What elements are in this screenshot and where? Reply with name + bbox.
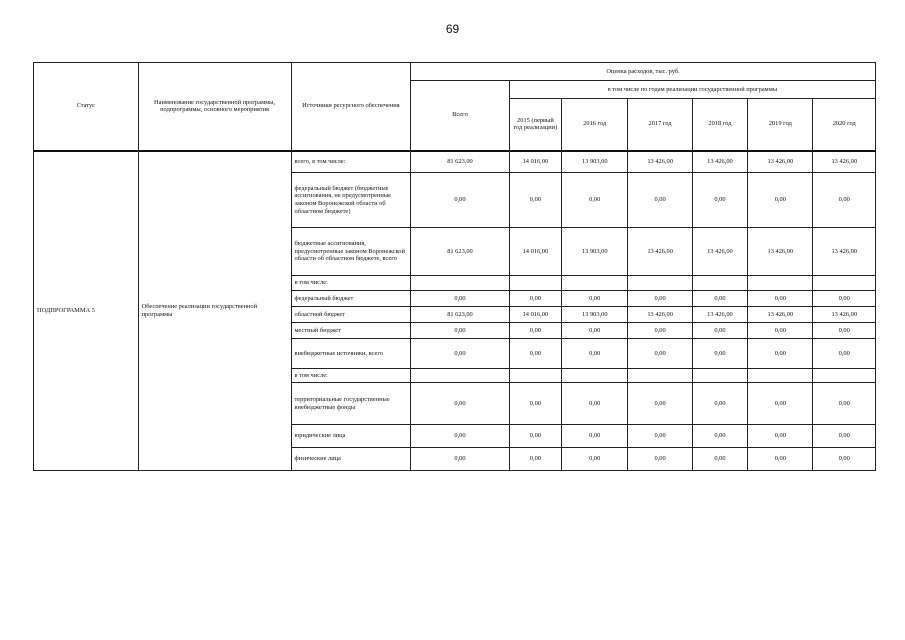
header-year-2015: 2015 (первый год реализации) (509, 99, 561, 151)
value-2018: 0,00 (692, 425, 747, 448)
value-2015: 0,00 (509, 425, 561, 448)
value-2015: 14 016,00 (509, 151, 561, 173)
value-2018: 0,00 (692, 383, 747, 425)
value-2016 (562, 276, 628, 291)
value-2015: 0,00 (509, 173, 561, 228)
header-year-2020: 2020 год (813, 99, 876, 151)
header-estimate: Оценка расходов, тыс. руб. (411, 63, 876, 81)
value-2020: 0,00 (813, 448, 876, 471)
value-2020 (813, 369, 876, 383)
header-name: Наименование государственной программы, подпрограммы, основного мероприятия (138, 63, 291, 151)
value-total: 81 623,00 (411, 307, 510, 323)
header-total: Всего (411, 81, 510, 151)
value-2018 (692, 369, 747, 383)
value-2017 (628, 276, 692, 291)
value-2019: 0,00 (748, 291, 813, 307)
value-2018: 13 426,00 (692, 307, 747, 323)
source-label: в том числе: (291, 276, 411, 291)
value-total: 81 623,00 (411, 228, 510, 276)
value-2019: 13 426,00 (748, 307, 813, 323)
table-row (34, 151, 876, 173)
header-year-2016: 2016 год (562, 99, 628, 151)
value-2019 (748, 369, 813, 383)
header-sources: Источники ресурсного обеспечения (291, 63, 411, 151)
value-2016: 0,00 (562, 383, 628, 425)
source-label: территориальные государственные внебюджетные фонды (291, 383, 411, 425)
value-2016: 0,00 (562, 173, 628, 228)
source-label: федеральный бюджет (291, 291, 411, 307)
budget-table (33, 62, 876, 471)
value-2018: 0,00 (692, 291, 747, 307)
source-label: местный бюджет (291, 323, 411, 339)
value-total: 81 623,00 (411, 151, 510, 173)
value-2015 (509, 369, 561, 383)
value-2016: 0,00 (562, 323, 628, 339)
value-2020: 0,00 (813, 339, 876, 369)
header-row-1 (34, 63, 876, 81)
value-2017: 13 426,00 (628, 151, 692, 173)
value-2020: 13 426,00 (813, 307, 876, 323)
value-2015: 0,00 (509, 448, 561, 471)
value-total (411, 276, 510, 291)
value-2018: 0,00 (692, 323, 747, 339)
value-2019: 0,00 (748, 323, 813, 339)
value-2016: 13 903,00 (562, 228, 628, 276)
value-2018: 13 426,00 (692, 151, 747, 173)
header-year-2018: 2018 год (692, 99, 747, 151)
value-2017: 0,00 (628, 339, 692, 369)
value-2019: 0,00 (748, 173, 813, 228)
value-2019: 0,00 (748, 425, 813, 448)
value-2018: 0,00 (692, 339, 747, 369)
value-2019: 13 426,00 (748, 151, 813, 173)
value-2016: 0,00 (562, 339, 628, 369)
value-2015: 14 016,00 (509, 228, 561, 276)
header-by-years: в том числе по годам реализации государственной программы (509, 81, 875, 99)
value-total: 0,00 (411, 383, 510, 425)
value-2015: 0,00 (509, 383, 561, 425)
page-number: 69 (445, 22, 460, 36)
source-label: федеральный бюджет (бюджетные ассигнования, не предусмотренные законом Воронежской области об областном бюджете) (291, 173, 411, 228)
value-total: 0,00 (411, 291, 510, 307)
value-2017 (628, 369, 692, 383)
source-label: внебюджетные источники, всего (291, 339, 411, 369)
value-2020: 0,00 (813, 383, 876, 425)
value-2016: 13 903,00 (562, 307, 628, 323)
value-2015: 0,00 (509, 323, 561, 339)
program-name: Обеспечение реализации государственной программы (138, 151, 291, 471)
value-2020: 13 426,00 (813, 151, 876, 173)
value-2020: 0,00 (813, 173, 876, 228)
source-label: в том числе: (291, 369, 411, 383)
value-2019: 0,00 (748, 448, 813, 471)
value-total: 0,00 (411, 173, 510, 228)
value-2017: 13 426,00 (628, 228, 692, 276)
value-2020: 0,00 (813, 425, 876, 448)
value-2018: 0,00 (692, 448, 747, 471)
value-2019: 0,00 (748, 383, 813, 425)
header-status: Статус (34, 63, 139, 151)
value-2020: 0,00 (813, 291, 876, 307)
value-2017: 0,00 (628, 323, 692, 339)
value-2017: 0,00 (628, 425, 692, 448)
value-total (411, 369, 510, 383)
value-2017: 0,00 (628, 173, 692, 228)
value-total: 0,00 (411, 425, 510, 448)
header-year-2017: 2017 год (628, 99, 692, 151)
value-total: 0,00 (411, 323, 510, 339)
source-label: физические лица (291, 448, 411, 471)
value-2015: 14 016,00 (509, 307, 561, 323)
value-2019 (748, 276, 813, 291)
source-label: всего, в том числе: (291, 151, 411, 173)
value-2017: 0,00 (628, 383, 692, 425)
value-total: 0,00 (411, 448, 510, 471)
value-2017: 0,00 (628, 448, 692, 471)
value-2015: 0,00 (509, 339, 561, 369)
value-2015: 0,00 (509, 291, 561, 307)
value-2020: 13 426,00 (813, 228, 876, 276)
value-2019: 0,00 (748, 339, 813, 369)
value-2017: 13 426,00 (628, 307, 692, 323)
source-label: областной бюджет (291, 307, 411, 323)
value-2016 (562, 369, 628, 383)
value-2018: 13 426,00 (692, 228, 747, 276)
program-status: ПОДПРОГРАММА 5 (34, 151, 139, 471)
value-2018: 0,00 (692, 173, 747, 228)
value-2016: 0,00 (562, 448, 628, 471)
value-2016: 0,00 (562, 291, 628, 307)
source-label: бюджетные ассигнования, предусмотренные законом Воронежской области об областном бюджете, всего (291, 228, 411, 276)
value-2019: 13 426,00 (748, 228, 813, 276)
source-label: юридические лица (291, 425, 411, 448)
value-2018 (692, 276, 747, 291)
value-2016: 13 903,00 (562, 151, 628, 173)
value-total: 0,00 (411, 339, 510, 369)
header-year-2019: 2019 год (748, 99, 813, 151)
value-2015 (509, 276, 561, 291)
value-2020: 0,00 (813, 323, 876, 339)
value-2020 (813, 276, 876, 291)
value-2017: 0,00 (628, 291, 692, 307)
value-2016: 0,00 (562, 425, 628, 448)
